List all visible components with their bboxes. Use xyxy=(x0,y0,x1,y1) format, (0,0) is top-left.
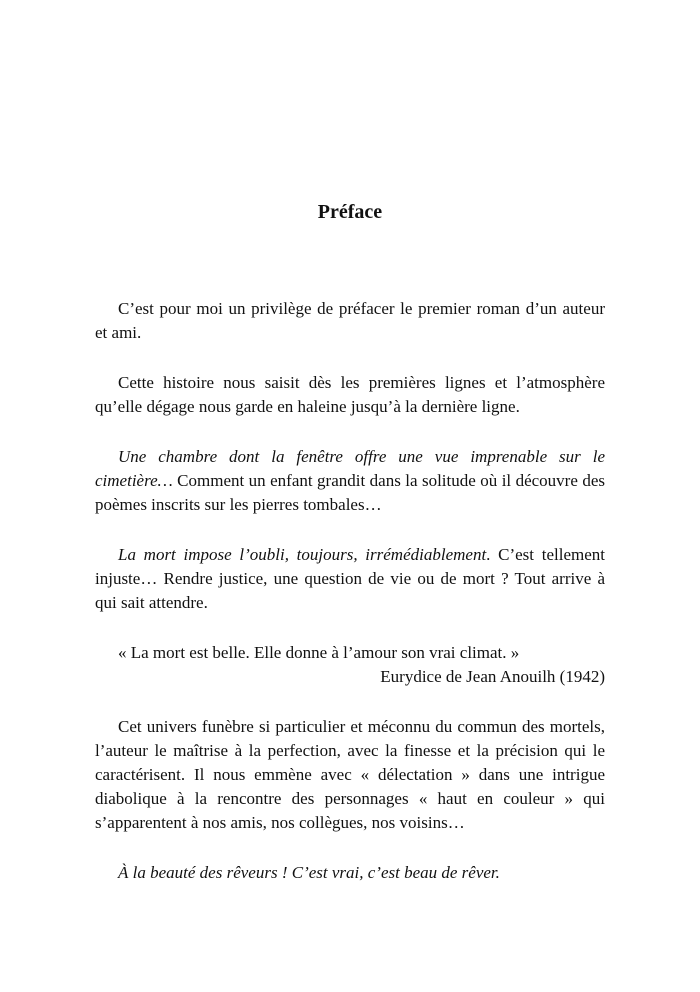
paragraph-story: Cette histoire nous saisit dès les premières lignes et l’atmosphère qu’elle dégage nous garde en haleine jusqu’à la dernière ligne. xyxy=(95,373,605,416)
quote-block xyxy=(95,641,605,689)
paragraph-death-text: . C’est tellement injuste… Rendre justice, une question de vie ou de mort ? Tout arrive à qui sait attendre. xyxy=(95,545,605,612)
page-title: Préface xyxy=(317,201,383,223)
paragraph-closing: À la beauté des rêveurs ! C’est vrai, c’est beau de rêver. xyxy=(118,863,500,882)
paragraph-intro: C’est pour moi un privilège de préfacer le premier roman d’un auteur et ami. xyxy=(95,299,605,342)
paragraph-room-text: Comment un enfant grandit dans la solitude où il découvre des poèmes inscrits sur les pierres tombales… xyxy=(95,471,605,514)
paragraph-room-italic: Une chambre dont la fenêtre offre une vue imprenable sur le cimetière… xyxy=(95,447,605,490)
paragraph-universe: Cet univers funèbre si particulier et méconnu du commun des mortels, l’auteur le maîtrise à la perfection, avec la finesse et la précision qui le caractérisent. Il nous emmène avec « délectation » dans une intrigue diabolique à la rencontre des personnages « haut en couleur » qui s’apparentent à nos amis, nos collègues, nos voisins… xyxy=(95,717,605,832)
quote-text: « La mort est belle. Elle donne à l’amour son vrai climat. » xyxy=(118,643,520,662)
paragraph-death-italic: La mort impose l’oubli, toujours, irrémédiablement xyxy=(118,545,487,564)
paragraph-room xyxy=(95,445,605,517)
paragraph-death xyxy=(95,543,605,615)
preface-body xyxy=(95,297,605,885)
quote-attribution: Eurydice de Jean Anouilh (1942) xyxy=(380,667,605,686)
